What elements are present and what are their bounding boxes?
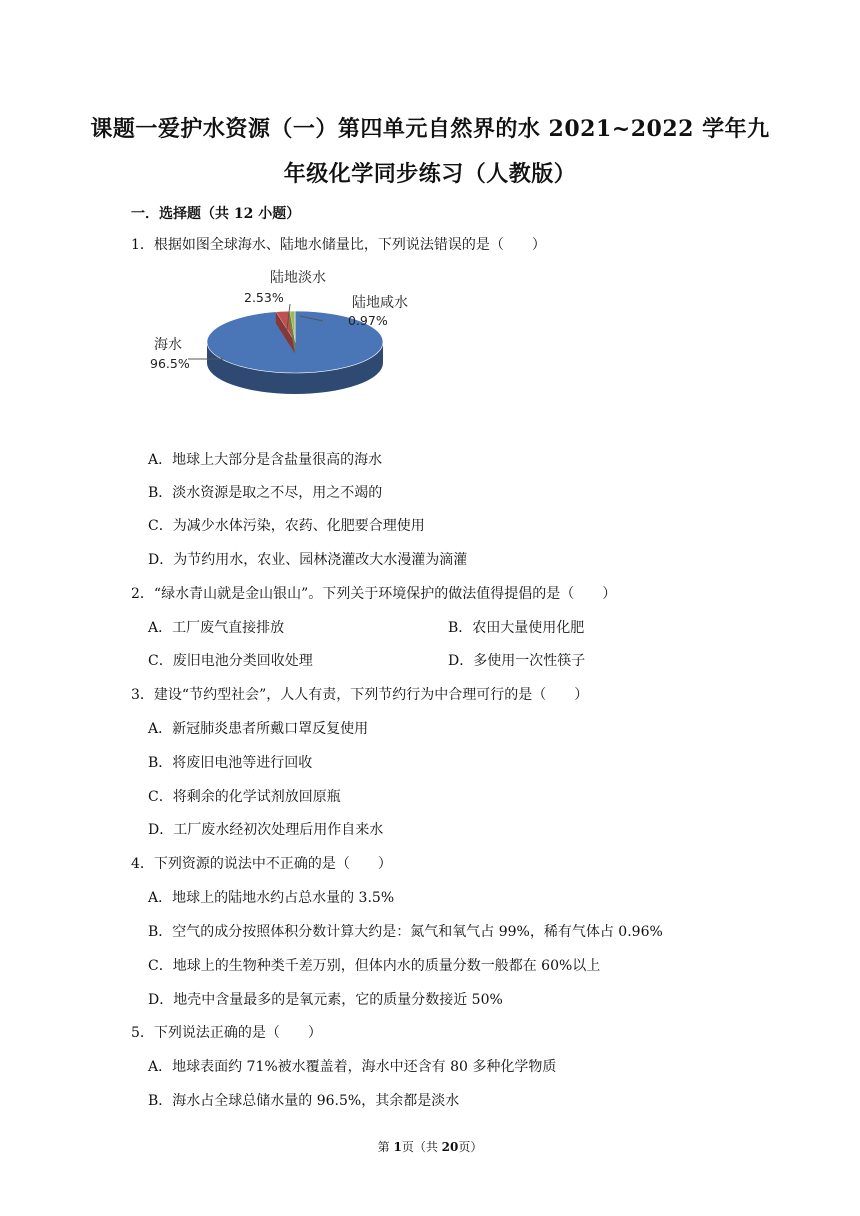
question-3-option-d[interactable]: D．工厂废水经初次处理后用作自来水 [148, 822, 384, 838]
total-page-count: 20 [441, 1140, 459, 1154]
pie-value-land-salt-water: 0.97% [348, 313, 388, 328]
pie-value-land-fresh-water: 2.53% [244, 290, 284, 305]
footer-prefix: 第 [377, 1140, 394, 1154]
document-title-line1: 课题一爱护水资源（一）第四单元自然界的水 2021~2022 学年九 [90, 116, 770, 142]
water-pie-chart [140, 264, 408, 429]
page-footer [330, 1138, 530, 1155]
question-5-stem: 5．下列说法正确的是（ ） [131, 1025, 322, 1041]
question-5-option-a[interactable]: A．地球表面约 71%被水覆盖着，海水中还含有 80 多种化学物质 [148, 1059, 557, 1075]
question-4-option-d[interactable]: D．地壳中含量最多的是氧元素，它的质量分数接近 50% [148, 992, 503, 1008]
question-2-option-d[interactable]: D．多使用一次性筷子 [448, 653, 586, 669]
question-3-option-c[interactable]: C．将剩余的化学试剂放回原瓶 [148, 789, 341, 805]
question-3-option-b[interactable]: B．将废旧电池等进行回收 [148, 755, 313, 771]
section-heading: 一．选择题（共 12 小题） [131, 206, 301, 222]
footer-suffix: 页） [458, 1140, 483, 1154]
question-3-option-a[interactable]: A．新冠肺炎患者所戴口罩反复使用 [148, 721, 369, 737]
question-2-option-a[interactable]: A．工厂废气直接排放 [148, 620, 285, 636]
question-5-option-b[interactable]: B．海水占全球总储水量的 96.5%，其余都是淡水 [148, 1093, 460, 1109]
question-2-stem: 2．“绿水青山就是金山银山”。下列关于环境保护的做法值得提倡的是（ ） [131, 586, 617, 602]
pie-label-land-fresh-water: 陆地淡水 [270, 270, 326, 286]
question-3-stem: 3．建设“节约型社会”，人人有责，下列节约行为中合理可行的是（ ） [131, 687, 589, 703]
pie-chart-svg [140, 264, 408, 429]
document-title-line2: 年级化学同步练习（人教版） [283, 161, 577, 187]
pie-value-sea-water: 96.5% [150, 356, 190, 371]
question-4-stem: 4．下列资源的说法中不正确的是（ ） [131, 856, 392, 872]
question-4-option-b[interactable]: B．空气的成分按照体积分数计算大约是：氮气和氧气占 99%，稀有气体占 0.96% [148, 924, 663, 940]
question-2-option-c[interactable]: C．废旧电池分类回收处理 [148, 653, 313, 669]
footer-middle: 页（共 [401, 1140, 442, 1154]
question-1-option-d[interactable]: D．为节约用水，农业、园林浇灌改大水漫灌为滴灌 [148, 552, 468, 568]
pie-label-sea-water: 海水 [154, 337, 182, 353]
current-page-number: 1 [393, 1140, 402, 1154]
question-4-option-c[interactable]: C．地球上的生物种类千差万别，但体内水的质量分数一般都在 60%以上 [148, 958, 601, 974]
question-1-option-c[interactable]: C．为减少水体污染，农药、化肥要合理使用 [148, 518, 425, 534]
question-1-option-b[interactable]: B．淡水资源是取之不尽，用之不竭的 [148, 485, 383, 501]
question-2-option-b[interactable]: B．农田大量使用化肥 [448, 620, 585, 636]
pie-label-land-salt-water: 陆地咸水 [352, 295, 408, 311]
question-4-option-a[interactable]: A．地球上的陆地水约占总水量的 3.5% [148, 890, 395, 906]
question-1-stem: 1．根据如图全球海水、陆地水储量比，下列说法错误的是（ ） [131, 237, 546, 253]
question-1-option-a[interactable]: A．地球上大部分是含盐量很高的海水 [148, 452, 383, 468]
